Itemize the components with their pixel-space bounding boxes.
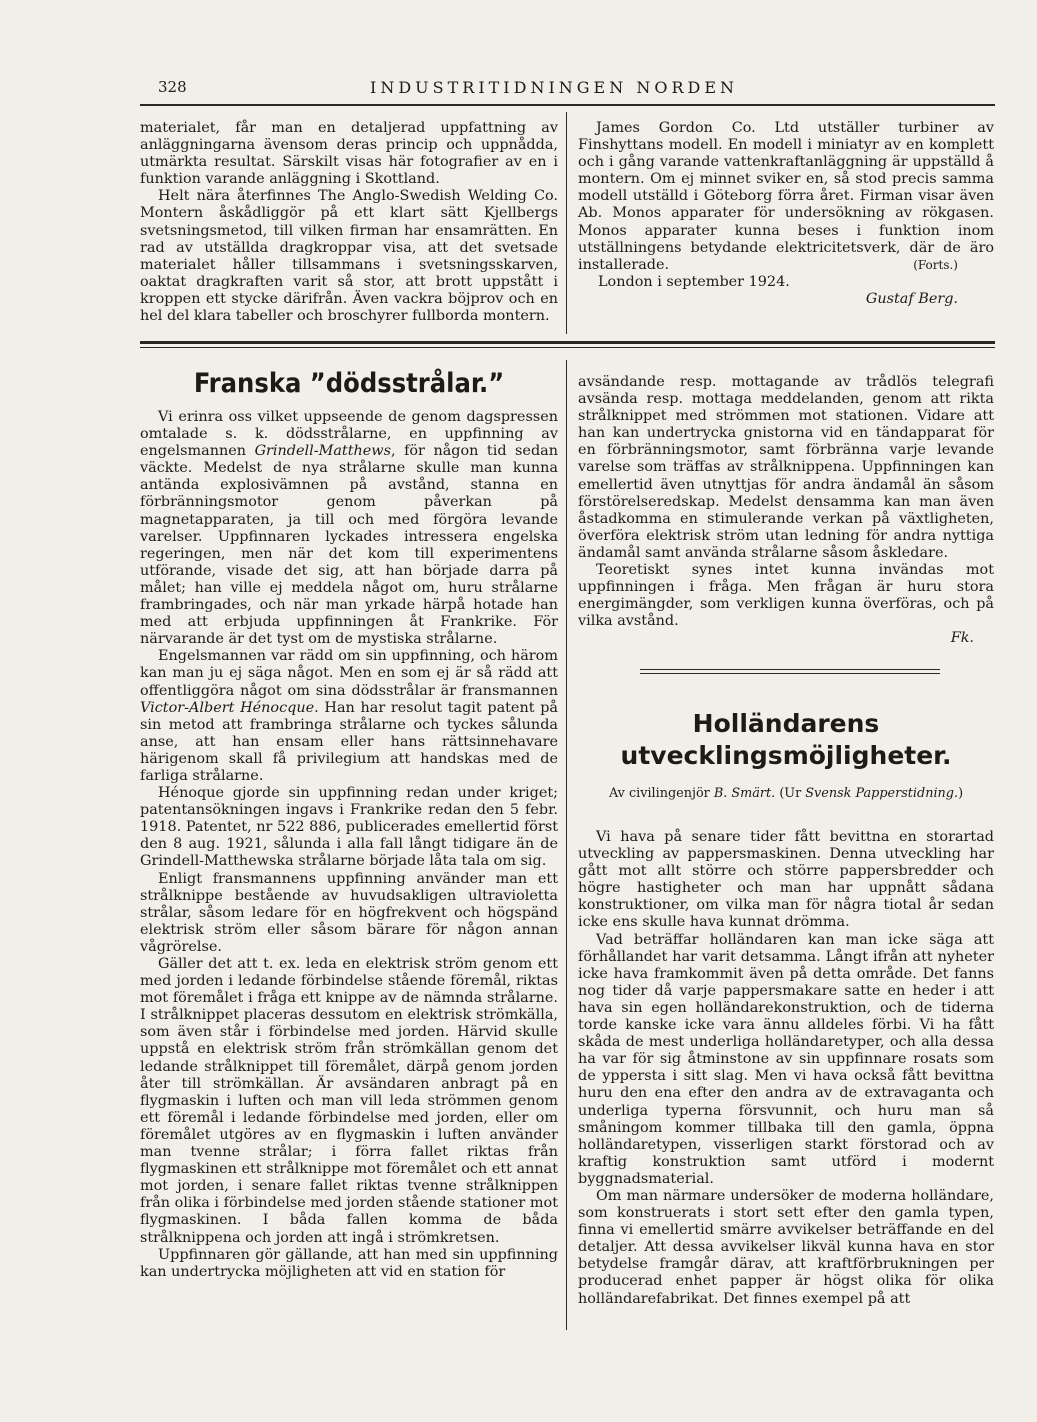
article-body bbox=[140, 409, 558, 1281]
paragraph: Teoretiskt synes intet kunna invändas mot uppfinningen i fråga. Men frågan är huru stora energimängder, som verkligen kunna överföras, och på vilka avstånd. bbox=[578, 562, 994, 630]
paragraph: Om man närmare undersöker de moderna holländare, som konstruerats i stort sett efter den gamla typen, finna vi emellertid smärre avvikelser beträffande en del detaljer. Att dessa avvikelser likväl kunna hava en stor betydelse framgår därav, att kraftförbrukningen per producerad enhet papper är högst olika för olika holländarefabrikat. Det finnes exempel på att bbox=[578, 1187, 994, 1307]
top-right-column bbox=[578, 120, 994, 308]
paragraph: Gäller det att t. ex. leda en elektrisk ström genom ett med jorden i ledande förbindelse stående föremål, riktas mot föremålet i fråga ett knippe av de nämnda strålarne. I strålknippet placeras dessutom en elektrisk strömkälla, som även står i förbindelse med jorden. Härvid skulle uppstå en elektrisk ström från strömkällan genom det ledande strålknippet till föremålet, därpå genom jorden åter till strömkällan. Är avsändaren anbragt på en flygmaskin i luften och man vill leda strömmen genom ett föremål i ledande förbindelse med jorden, eller om föremålet utgöres av en flygmaskin i luften använder man tvenne strålar; i förra fallet riktas från flygmaskinen ett strålknippe mot föremålet och ett annat mot jorden, i senare fallet riktas tvenne strålknippen från olika i förbindelse med jorden stående stationer mot flygmaskinen. I båda fallen komma de båda strålknippena och jorden att ingå i strömkretsen. bbox=[140, 956, 558, 1246]
paragraph: Uppfinnaren gör gällande, att han med sin uppfinning kan undertrycka möjligheten att vid en station för bbox=[140, 1246, 558, 1280]
article-hollandaren bbox=[578, 708, 994, 1308]
paragraph: Vad beträffar holländaren kan man icke säga att förhållandet har varit detsamma. Långt ifrån att nyheter icke hava framkommit även på detta område. Det fanns nog tider då varje pappersmakare satte en heder i att hava sin egen holländarekonstruktion, och de tiderna torde kanske icke vara ännu alldeles förbi. Vi ha fått skåda de mest underliga holländaretyper, och alla dessa ha var för sig åtminstone av sin uppfinnare rosats som de yppersta i sitt slag. Men vi hava också fått bevittna huru den ena efter den andra av de extravaganta och underliga typerna försvunnit, och huru man så småningom kommer tillbaka till den gamla, öppna holländaretypen, visserligen starkt förstorad och av kraftig konstruktion samt utförd i modernt byggnadsmaterial. bbox=[578, 931, 994, 1187]
page-header bbox=[140, 78, 995, 102]
article-separator bbox=[640, 669, 940, 674]
running-title: INDUSTRITIDNINGEN NORDEN bbox=[370, 78, 738, 97]
forts-note: (Forts.) bbox=[913, 257, 958, 272]
section-rule bbox=[140, 341, 995, 344]
signature: Fk. bbox=[950, 630, 974, 647]
column-divider bbox=[566, 360, 567, 1330]
article-title: Holländarens utvecklingsmöjligheter. bbox=[620, 709, 952, 770]
dateline: London i september 1924. bbox=[598, 273, 790, 290]
article-title: Franska ”dödsstrålar.” bbox=[193, 368, 505, 399]
paragraph: avsändande resp. mottagande av trådlös telegrafi avsända resp. mottaga meddelanden, genom att rikta strålknippet med strömmen mot stationen. Vidare att han kan undertrycka gnistorna vid en tändapparat för en förbränningsmotor, samt förbränna varje levande varelse som träffas av strålknippena. Uppfinningen kan emellertid även utnyttjas för andra ändamål än såsom förstörelseredskap. Medelst densamma kan man även åstadkomma en stimulerande verkan på växtligheten, överföra elektrisk ström utan ledning för andra nyttiga ändamål samt använda strålarne såsom åskledare. bbox=[578, 374, 994, 561]
paragraph: Enligt fransmannens uppfinning använder man ett strålknippe bestående av huvudsakligen ultravioletta strålar, såsom ledare för en högfrekvent och högspänd elektrisk ström eller såsom bärare för någon annan vågrörelse. bbox=[140, 870, 558, 955]
paragraph: Vi hava på senare tider fått bevittna en storartad utveckling av pappersmaskinen. Denna utveckling har gått mot allt större och större pappersbredder och högre hastigheter och man har uppnått sådana konstruktioner, om vilka man för några tiotal år sedan icke ens skulle hava kunnat drömma. bbox=[578, 829, 994, 931]
section-rule-thin bbox=[140, 347, 995, 348]
column-divider bbox=[566, 112, 567, 334]
paragraph: Vi erinra oss vilket uppseende de genom dagspressen omtalade s. k. dödsstrålarne, en uppfinning av engelsmannen Grindell-Matthews, för någon tid sedan väckte. Medelst de nya strålarne skulle man kunna antända explosivämnen på avstånd, stanna en förbränningsmotor genom påverkan på magnetapparaten, ja till och med förgöra levande varelser. Uppfinnaren lyckades intressera engelska regeringen, men när det kom till experimentens utförande, visade det sig, att han började darra på målet; han ville ej meddela något om, huru strålarne frambringades, och när man yrkade härpå hotade han med att erbjuda uppfinningen åt Frankrike. För närvarande är det tyst om de mystiska strålarne. bbox=[140, 409, 559, 648]
paragraph: materialet, får man en detaljerad uppfattning av anläggningarna ävensom deras princip och uppnådda, utmärkta resultat. Särskilt visas här fotografier av en i funktion varande anläggning i Skottland. bbox=[140, 120, 558, 188]
paragraph: Hénoque gjorde sin uppfinning redan under kriget; patentansökningen ingavs i Frankrike redan den 5 febr. 1918. Patentet, nr 522 886, publicerades emellertid först den 8 aug. 1921, sålunda i alla fall långt tidigare än de Grindell-Matthewska strålarne började låta tala om sig. bbox=[140, 785, 558, 870]
signature: Gustaf Berg. bbox=[865, 290, 958, 307]
article-franska-right bbox=[578, 374, 994, 648]
paragraph: Engelsmannen var rädd om sin uppfinning, och härom kan man ju ej säga något. Men en som ej är så rädd att offentliggöra något om sina dödsstrålar är fransmannen Victor-Albert Hénocque. Han har resolut tagit patent på sin metod att frambringa strålarne och tyckes sålunda anse, att han ensam eller hans rättsinnehavare härigenom skall få privilegium att handskas med de farliga strålarne. bbox=[140, 648, 558, 784]
page-number: 328 bbox=[158, 78, 187, 96]
top-left-column bbox=[140, 120, 558, 325]
paragraph: James Gordon Co. Ltd utställer turbiner av Finshyttans modell. En modell i miniatyr av en komplett och i gång varande vattenkraftanläggning är uppställd å montern. Om ej minnet sviker en, så stod precis samma modell utställd i Göteborg förra året. Firman visar även Ab. Monos apparater för undersökning av rökgasen. Monos apparater kunna beses i funktion inom utställningens betydande elektricitetsverk, där de äro installerade. bbox=[578, 120, 994, 273]
article-body bbox=[578, 829, 994, 1308]
header-rule bbox=[140, 104, 995, 106]
article-franska-left bbox=[140, 368, 558, 1281]
byline: Av civilingenjör B. Smärt. (Ur Svensk Papperstidning.) bbox=[608, 786, 964, 801]
paragraph: Helt nära återfinnes The Anglo-Swedish Welding Co. Montern åskådliggör på ett klart sätt Kjellbergs svetsningsmetod, till vilken firman har ensamrätten. En rad av utställda dragkroppar visa, att det svetsade materialet håller tillsammans i svetsningsskarven, oaktat dragkraften varit så stor, att brott uppstått i kroppen ett stycke därifrån. Även vackra böjprov och en hel del klara tabeller och broschyrer fullborda montern. bbox=[140, 188, 558, 325]
